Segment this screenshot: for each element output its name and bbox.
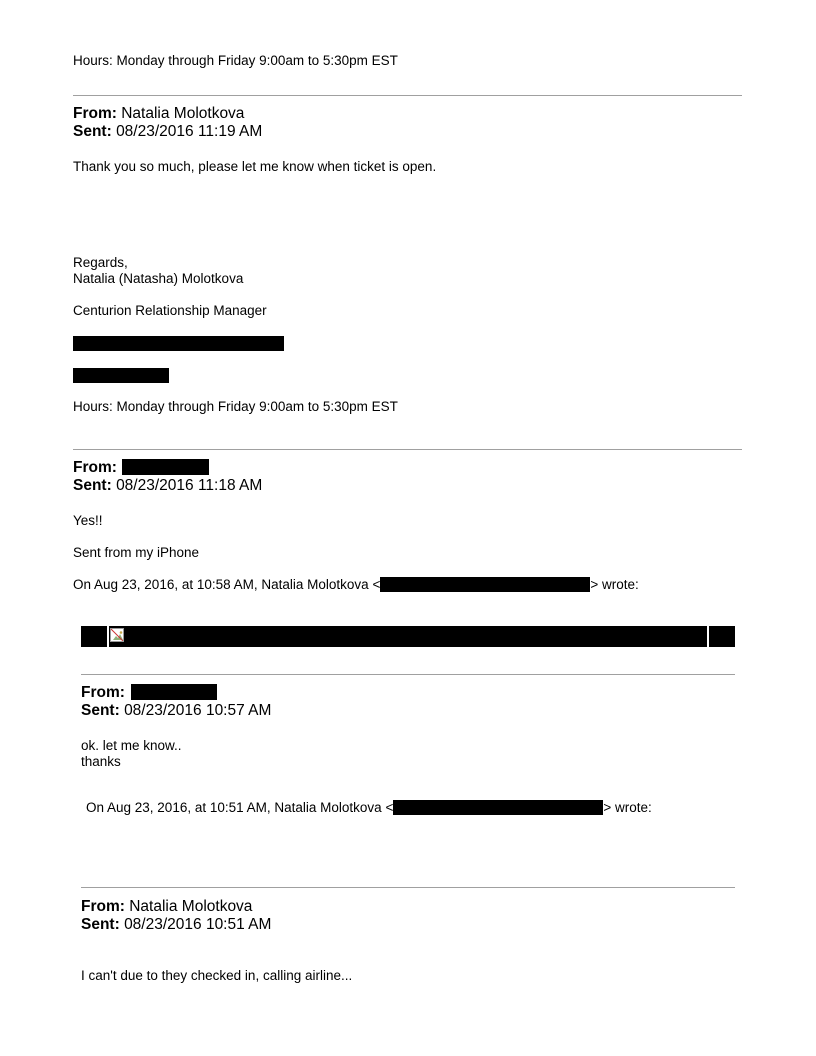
message-header-sent bbox=[81, 916, 271, 934]
message-header-from bbox=[73, 459, 117, 477]
message-header-sent bbox=[73, 477, 262, 495]
quote-suffix: > wrote: bbox=[590, 577, 639, 592]
quote-header bbox=[86, 800, 652, 816]
broken-image-icon bbox=[110, 628, 124, 642]
message-header-from bbox=[81, 684, 125, 702]
from-label: From: bbox=[73, 459, 117, 476]
redacted-sender bbox=[131, 684, 217, 700]
message-divider bbox=[73, 95, 742, 96]
message-header-sent bbox=[81, 702, 271, 720]
sent-timestamp: 08/23/2016 11:19 AM bbox=[116, 123, 263, 140]
quote-suffix: > wrote: bbox=[603, 800, 652, 815]
sent-label: Sent: bbox=[81, 916, 120, 933]
signature-name: Natalia (Natasha) Molotkova bbox=[73, 271, 244, 286]
from-label: From: bbox=[73, 105, 117, 122]
redacted-sender bbox=[122, 459, 209, 475]
sent-label: Sent: bbox=[81, 702, 120, 719]
quote-prefix: On Aug 23, 2016, at 10:51 AM, Natalia Molotkova < bbox=[86, 800, 394, 815]
sender-name: Natalia Molotkova bbox=[129, 898, 253, 915]
from-label: From: bbox=[81, 684, 125, 701]
device-note: Sent from my iPhone bbox=[73, 545, 200, 560]
sent-timestamp: 08/23/2016 10:51 AM bbox=[124, 916, 272, 933]
sent-timestamp: 08/23/2016 11:18 AM bbox=[116, 477, 263, 494]
redaction-block bbox=[81, 626, 107, 647]
message-body: Thank you so much, please let me know when ticket is open. bbox=[73, 159, 437, 174]
sender-name: Natalia Molotkova bbox=[121, 105, 245, 122]
message-divider bbox=[73, 449, 742, 450]
message-header-from bbox=[81, 898, 252, 916]
redaction-block bbox=[73, 336, 284, 351]
message-body: I can't due to they checked in, calling airline... bbox=[81, 968, 353, 983]
sent-label: Sent: bbox=[73, 477, 112, 494]
quote-header bbox=[73, 577, 639, 593]
sent-label: Sent: bbox=[73, 123, 112, 140]
message-header-sent bbox=[73, 123, 262, 141]
message-body-line: thanks bbox=[81, 754, 121, 769]
quote-prefix: On Aug 23, 2016, at 10:58 AM, Natalia Molotkova < bbox=[73, 577, 381, 592]
redacted-email bbox=[393, 800, 603, 815]
message-divider bbox=[81, 674, 735, 675]
message-divider bbox=[81, 887, 735, 888]
redacted-banner-image bbox=[109, 626, 707, 647]
signature-title: Centurion Relationship Manager bbox=[73, 303, 267, 318]
message-body: Yes!! bbox=[73, 513, 103, 528]
redaction-block bbox=[73, 368, 169, 383]
redaction-block bbox=[709, 626, 735, 647]
redacted-email bbox=[380, 577, 590, 592]
sent-timestamp: 08/23/2016 10:57 AM bbox=[124, 702, 272, 719]
message-header-from bbox=[73, 105, 244, 123]
message-body-line: ok. let me know.. bbox=[81, 738, 182, 753]
signature-regards: Regards, bbox=[73, 255, 128, 270]
signature-hours: Hours: Monday through Friday 9:00am to 5:30pm EST bbox=[73, 399, 398, 414]
from-label: From: bbox=[81, 898, 125, 915]
hours-line: Hours: Monday through Friday 9:00am to 5:30pm EST bbox=[73, 53, 398, 68]
